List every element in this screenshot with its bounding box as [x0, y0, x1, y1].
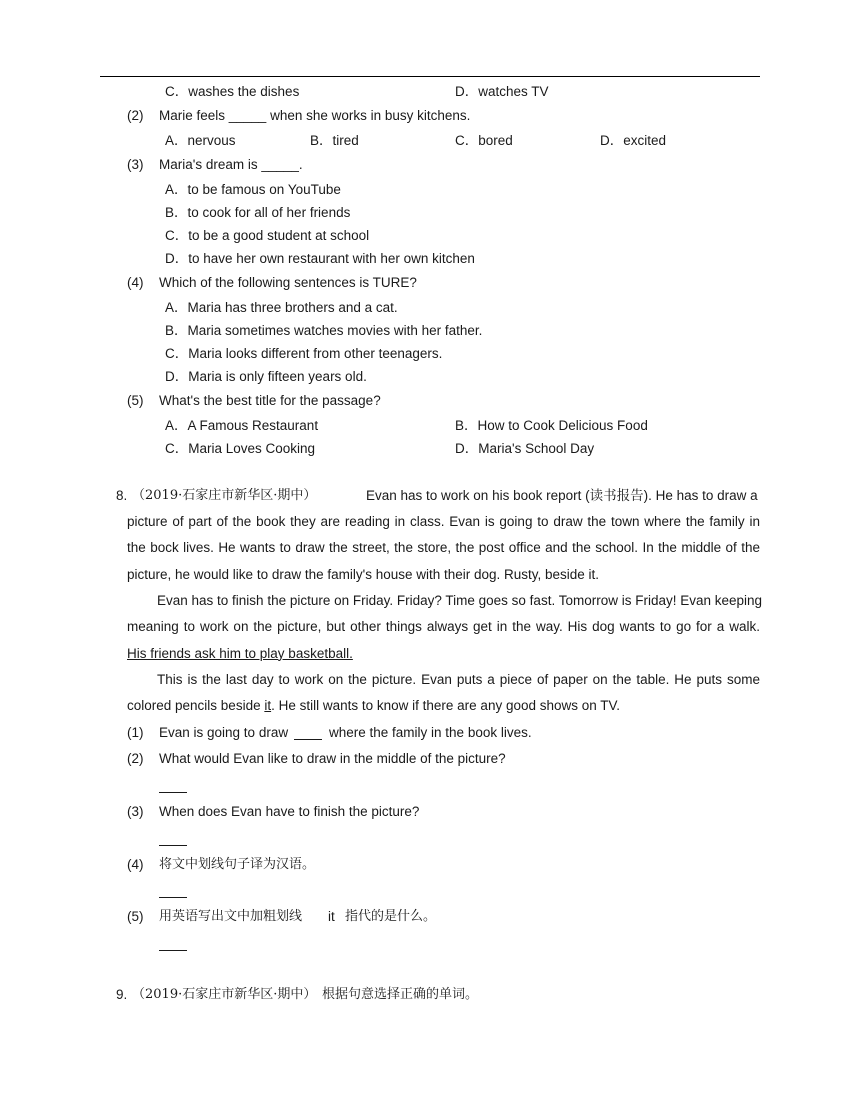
q7-2-option-b: B．tired [310, 133, 359, 148]
q8-2-number: (2) [127, 751, 144, 766]
q8-3-number: (3) [127, 804, 144, 819]
q8-4-text: 将文中划线句子译为汉语。 [159, 857, 316, 872]
q7-1-option-d: D．watches TV [455, 84, 549, 99]
q7-2-option-a: A．nervous [165, 133, 236, 148]
q7-5-option-d: D．Maria's School Day [455, 441, 595, 456]
q8-1-answer-blank[interactable] [294, 739, 322, 740]
q8-p3-line-1: This is the last day to work on the picture. Evan puts a piece of paper on the table. He puts some [157, 672, 760, 687]
q9-source: （2019·石家庄市新华区·期中） [132, 987, 317, 1002]
q7-1-option-c: C．washes the dishes [165, 84, 300, 99]
q8-2-text: What would Evan like to draw in the middle of the picture? [159, 751, 506, 766]
q8-1-text-a: Evan is going to draw [159, 725, 289, 740]
q7-3-option-a: A．to be famous on YouTube [165, 182, 341, 197]
q7-2-number: (2) [127, 108, 144, 123]
q8-1-text-b: where the family in the book lives. [329, 725, 532, 740]
q8-5-number: (5) [127, 909, 144, 924]
q8-p2-line-2: meaning to work on the picture, but other things always get in the way. His dog wants to go for a walk. [127, 619, 760, 635]
q8-p2-underlined-sentence: His friends ask him to play basketball. [127, 645, 353, 661]
q8-paragraph-1 [127, 509, 760, 588]
q7-5-number: (5) [127, 393, 144, 408]
q7-4-number: (4) [127, 275, 144, 290]
q7-4-stem: Which of the following sentences is TURE? [159, 275, 417, 290]
q8-p3-l2-part-b: . He still wants to know if there are any good shows on TV. [271, 698, 621, 714]
q8-p1-line-2: picture of part of the book they are reading in class. Evan is going to draw the town where the family in [127, 514, 760, 529]
q7-4-option-a: A．Maria has three brothers and a cat. [165, 300, 398, 315]
header-rule [100, 76, 760, 77]
q8-paragraph-3 [127, 667, 760, 720]
q7-3-option-c: C．to be a good student at school [165, 228, 370, 243]
q8-5-answer-blank[interactable] [159, 950, 187, 951]
q8-3-answer-blank[interactable] [159, 845, 187, 846]
q7-5-option-c: C．Maria Loves Cooking [165, 441, 316, 456]
q9-instruction: 根据句意选择正确的单词。 [322, 987, 479, 1002]
q7-2-stem: Marie feels _____ when she works in busy kitchens. [159, 108, 471, 123]
q8-2-answer-blank[interactable] [159, 792, 187, 793]
q8-5-it: it [328, 909, 335, 924]
q8-paragraph-2 [127, 588, 763, 667]
q8-p1-l1-chinese: 读书报告 [589, 488, 644, 504]
q7-5-stem: What's the best title for the passage? [159, 393, 381, 408]
q7-3-option-b: B．to cook for all of her friends [165, 205, 351, 220]
q7-3-number: (3) [127, 157, 144, 172]
q7-2-option-d: D．excited [600, 133, 667, 148]
q7-5-option-b: B．How to Cook Delicious Food [455, 418, 648, 433]
q7-3-stem: Maria's dream is _____. [159, 157, 303, 172]
q8-passage-line-1 [366, 487, 760, 505]
q7-4-option-d: D．Maria is only fifteen years old. [165, 369, 367, 384]
q7-5-option-a: A．A Famous Restaurant [165, 418, 319, 433]
q8-p1-l1-part-a: Evan has to work on his book report ( [366, 488, 590, 503]
q8-p3-underlined-it: it [264, 698, 272, 714]
q8-3-text: When does Evan have to finish the picture? [159, 804, 420, 819]
q8-4-number: (4) [127, 857, 144, 872]
q7-2-option-c: C．bored [455, 133, 513, 148]
q8-5-text-a: 用英语写出文中加粗划线 [159, 909, 303, 924]
q8-p3-line-2 [127, 693, 760, 719]
q8-p1-l1-part-b: ). He has to draw a [643, 488, 758, 503]
q7-3-option-d: D．to have her own restaurant with her own kitchen [165, 251, 475, 266]
q8-p1-line-3: the bock lives. He wants to draw the street, the store, the post office and the school. In the middle of the [127, 540, 760, 556]
q8-p2-line-1: Evan has to finish the picture on Friday. Friday? Time goes so fast. Tomorrow is Friday! Evan keeping [157, 593, 763, 608]
q8-1-number: (1) [127, 725, 144, 740]
q8-source: （2019·石家庄市新华区·期中） [132, 488, 317, 503]
q7-4-option-b: B．Maria sometimes watches movies with her father. [165, 323, 483, 338]
q9-number: 9. [116, 987, 128, 1002]
q8-p1-line-4: picture, he would like to draw the family's house with their dog. Rusty, beside it. [127, 566, 600, 582]
q8-5-text-b: 指代的是什么。 [345, 909, 437, 924]
q8-4-answer-blank[interactable] [159, 897, 187, 898]
q8-number: 8. [116, 488, 128, 503]
q7-4-option-c: C．Maria looks different from other teenagers. [165, 346, 443, 361]
q8-p3-l2-part-a: colored pencils beside [127, 698, 265, 714]
